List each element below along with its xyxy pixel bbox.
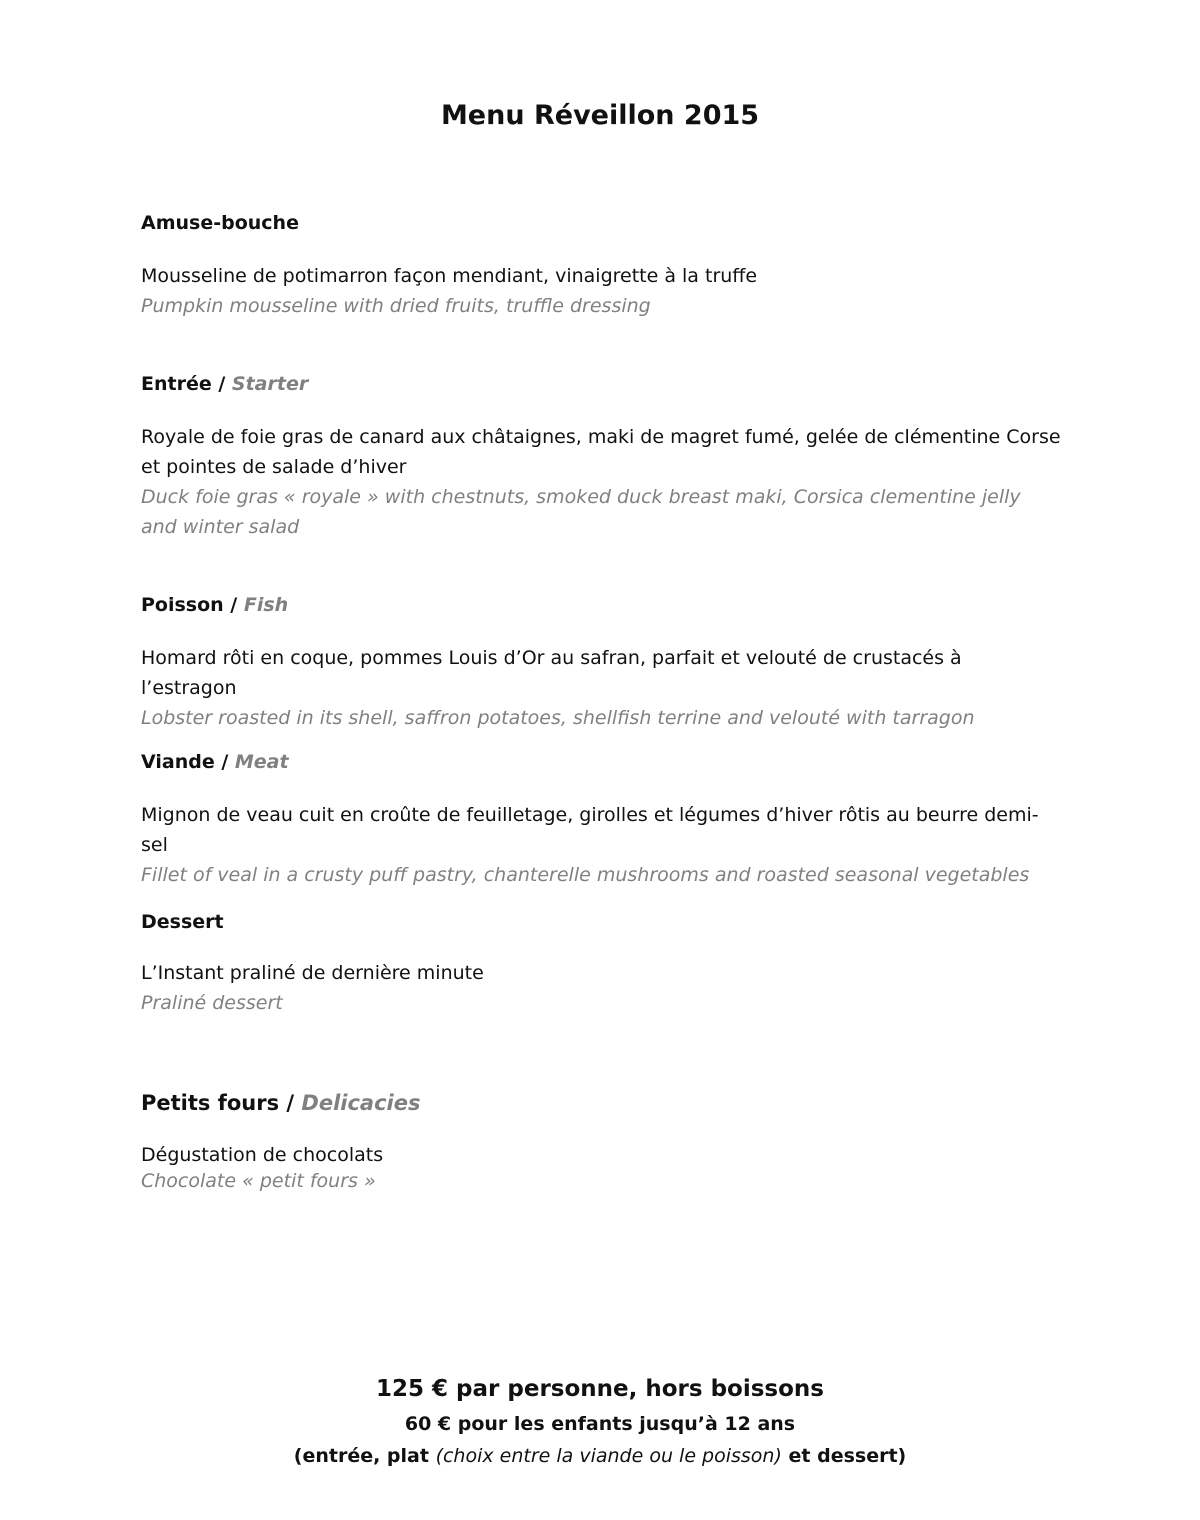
heading-en: Starter bbox=[231, 373, 309, 395]
heading-en: Meat bbox=[234, 751, 289, 773]
section-meat bbox=[141, 750, 1061, 890]
children-price: 60 € pour les enfants jusqu’à 12 ans bbox=[404, 1413, 796, 1435]
heading-en: Fish bbox=[243, 594, 289, 616]
dish-english: Praliné dessert bbox=[141, 992, 283, 1014]
dish-english: Fillet of veal in a crusty puff pastry, chanterelle mushrooms and roasted seasonal vegetables bbox=[141, 864, 1030, 886]
heading-fr: Petits fours / bbox=[141, 1091, 302, 1115]
dish-french: Dégustation de chocolats bbox=[141, 1144, 384, 1166]
heading-fr: Poisson / bbox=[141, 594, 244, 616]
section-heading bbox=[141, 910, 1061, 934]
section-starter bbox=[141, 372, 1061, 542]
section-heading bbox=[141, 372, 1061, 396]
dish-english: Duck foie gras « royale » with chestnuts, smoked duck breast maki, Corsica clementine jelly and winter salad bbox=[141, 486, 1021, 538]
note-italic: (choix entre la viande ou le poisson) bbox=[435, 1445, 782, 1467]
section-delicacies bbox=[141, 1091, 1061, 1194]
price-per-person: 125 € par personne, hors boissons bbox=[376, 1376, 824, 1402]
section-amuse-bouche bbox=[141, 211, 1061, 321]
note-start: (entrée, plat bbox=[293, 1445, 436, 1467]
dish-french: Royale de foie gras de canard aux châtaignes, maki de magret fumé, gelée de clémentine Corse et pointes de salade d’hiver bbox=[141, 426, 1061, 478]
dish-english: Chocolate « petit fours » bbox=[141, 1170, 376, 1192]
heading-en: Delicacies bbox=[301, 1091, 421, 1115]
note-end: et dessert) bbox=[781, 1445, 907, 1467]
section-heading bbox=[141, 211, 1061, 235]
price-footer bbox=[0, 1372, 1200, 1472]
dish-french: Homard rôti en coque, pommes Louis d’Or au safran, parfait et velouté de crustacés à l’estragon bbox=[141, 647, 962, 699]
section-fish bbox=[141, 593, 1061, 733]
section-heading bbox=[141, 593, 1061, 617]
heading-fr: Entrée / bbox=[141, 373, 232, 395]
page-title: Menu Réveillon 2015 bbox=[440, 100, 760, 131]
section-dessert bbox=[141, 910, 1061, 1018]
dish-french: Mignon de veau cuit en croûte de feuilletage, girolles et légumes d’hiver rôtis au beurre demi-sel bbox=[141, 804, 1039, 856]
dish-english: Pumpkin mousseline with dried fruits, truffle dressing bbox=[141, 295, 651, 317]
children-menu-note bbox=[0, 1440, 1200, 1472]
section-heading bbox=[141, 750, 1061, 774]
heading-fr: Viande / bbox=[141, 751, 235, 773]
dish-french: Mousseline de potimarron façon mendiant, vinaigrette à la truffe bbox=[141, 265, 758, 287]
heading-fr: Amuse-bouche bbox=[141, 212, 299, 234]
heading-fr: Dessert bbox=[141, 911, 224, 933]
dish-french: L’Instant praliné de dernière minute bbox=[141, 962, 484, 984]
dish-english: Lobster roasted in its shell, saffron potatoes, shellfish terrine and velouté with tarragon bbox=[141, 707, 975, 729]
section-heading bbox=[141, 1091, 1061, 1115]
